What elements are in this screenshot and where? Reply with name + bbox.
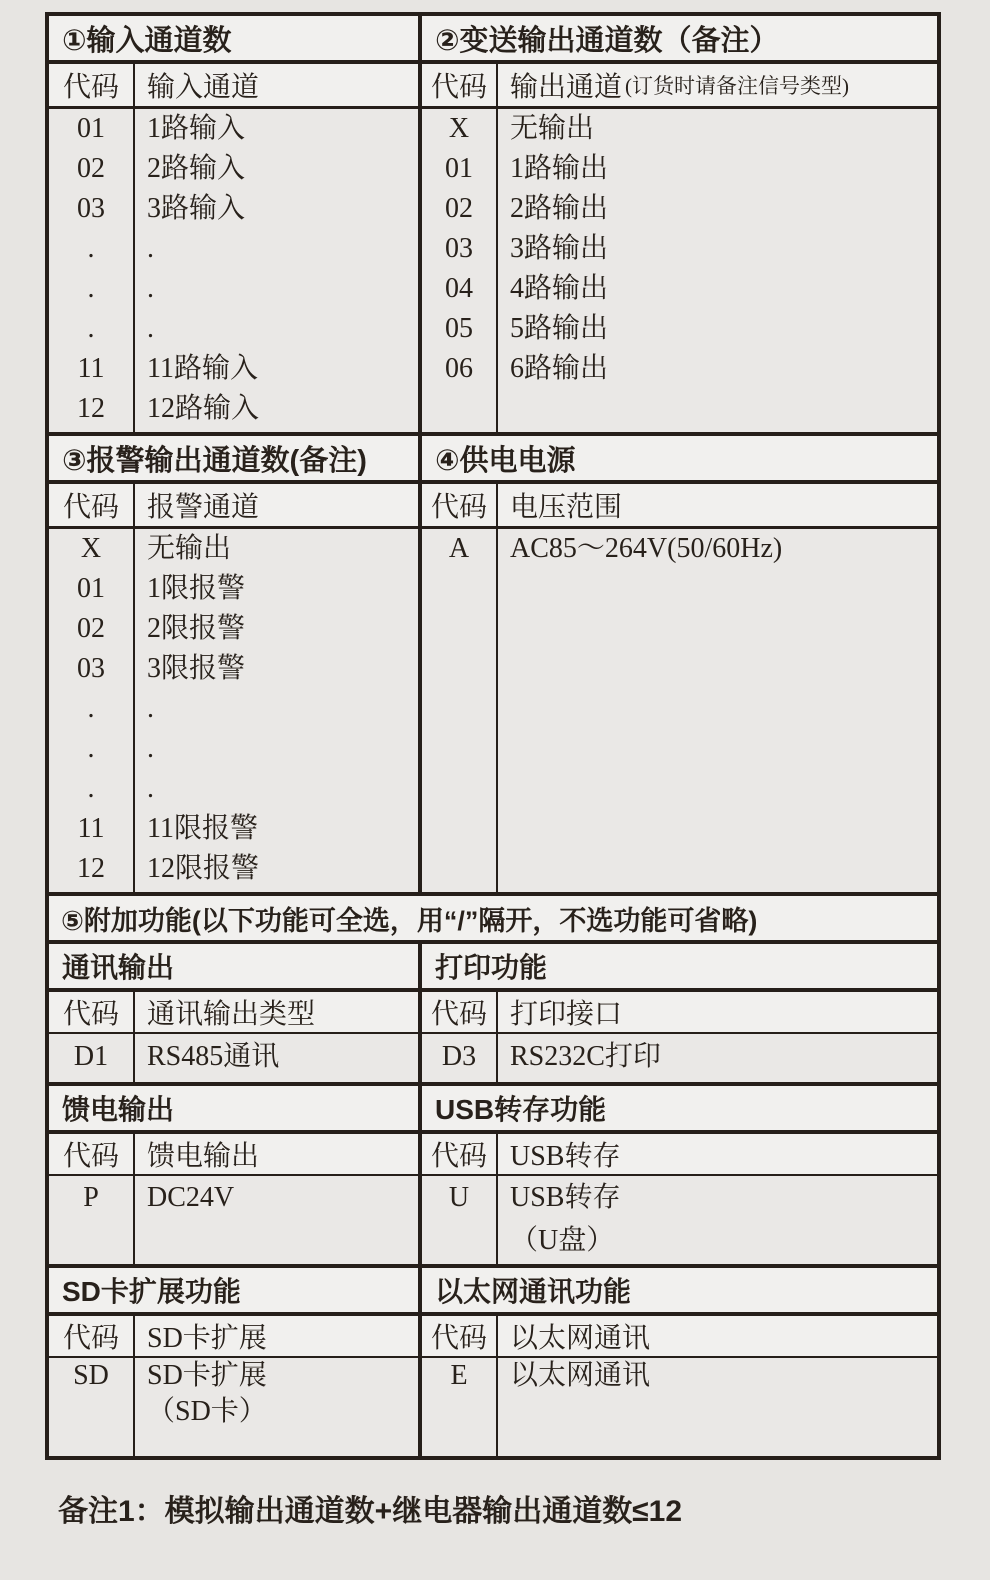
column-header-row [49, 484, 418, 529]
subsection-print-function [422, 944, 937, 1082]
code-cell: 03 [445, 233, 473, 264]
footnote-remark: 备注1：模拟输出通道数+继电器输出通道数≤12 [58, 1495, 683, 1528]
column-header-code: 代码 [422, 64, 498, 106]
section-title-transmit-output: ②变送输出通道数（备注） [422, 16, 937, 64]
column-header-desc-text: 输出通道 [510, 72, 623, 103]
desc-cell: SD卡扩展 [147, 1360, 267, 1391]
code-cell: 02 [77, 613, 105, 644]
ordering-code-table [45, 12, 941, 1460]
code-cell: 03 [77, 193, 105, 224]
column-header-row [422, 1134, 937, 1176]
code-cell: . [87, 773, 95, 804]
desc-cell: . [147, 733, 154, 764]
code-cell: 11 [77, 813, 105, 844]
subsection-comm-output [49, 944, 422, 1082]
column-header-row [422, 484, 937, 529]
section-power-supply [422, 436, 937, 892]
subsection-title-ethernet: 以太网通讯功能 [422, 1268, 937, 1316]
desc-cell: 无输出 [147, 533, 232, 564]
desc-cell: 2路输入 [147, 153, 246, 184]
code-cell: 12 [77, 393, 105, 424]
desc-cell: 1路输出 [510, 153, 609, 184]
column-header-desc: SD卡扩展 [147, 1323, 267, 1354]
section-body [49, 529, 418, 892]
section-title-additional-functions: ⑤附加功能(以下功能可全选，用“/”隔开，不选功能可省略) [49, 896, 937, 944]
section-body [49, 1034, 418, 1082]
desc-cell: 12限报警 [147, 853, 260, 884]
subsection-pair-sd-ethernet [49, 1268, 937, 1456]
code-cell: . [87, 233, 95, 264]
column-header-code: 代码 [49, 1134, 135, 1174]
code-column [422, 109, 498, 432]
desc-cell: . [147, 693, 154, 724]
section-body [422, 1176, 937, 1264]
desc-cell: 3限报警 [147, 653, 246, 684]
section-alarm-output-channels [49, 436, 422, 892]
subsection-title-feed-output: 馈电输出 [49, 1086, 418, 1134]
section-transmit-output-channels [422, 16, 937, 432]
code-cell: 01 [445, 153, 473, 184]
column-header-row [49, 1316, 418, 1358]
column-header-desc: 以太网通讯 [510, 1323, 651, 1354]
code-cell: 11 [77, 353, 105, 384]
column-header-desc: 输入通道 [147, 72, 260, 103]
section-body [422, 529, 937, 892]
code-column [422, 529, 498, 892]
code-cell: 05 [445, 313, 473, 344]
desc-cell: 5路输出 [510, 313, 609, 344]
column-header-code: 代码 [49, 1316, 135, 1356]
desc-column [498, 529, 937, 892]
code-cell: 02 [77, 153, 105, 184]
section-title-power-supply: ④供电电源 [422, 436, 937, 484]
subsection-feed-output [49, 1086, 422, 1264]
code-cell: P [83, 1182, 99, 1213]
code-cell: 01 [77, 573, 105, 604]
desc-cell: 以太网通讯 [510, 1360, 651, 1391]
section-pair-alarm-power [49, 436, 937, 896]
subsection-ethernet [422, 1268, 937, 1456]
section-title-input-channels: ①输入通道数 [49, 16, 418, 64]
column-header-row [49, 992, 418, 1034]
code-cell: 04 [445, 273, 473, 304]
desc-cell: RS232C打印 [510, 1041, 661, 1072]
code-cell: X [448, 113, 470, 144]
subsection-title-usb-transfer: USB转存功能 [422, 1086, 937, 1134]
subsection-sd-card [49, 1268, 422, 1456]
desc-cell-line2: （U盘） [510, 1225, 615, 1256]
desc-column [498, 1176, 937, 1264]
subsection-pair-comm-print [49, 944, 937, 1086]
desc-column [135, 1358, 418, 1456]
code-cell: A [448, 533, 470, 564]
desc-column [135, 109, 418, 432]
code-cell: SD [73, 1360, 109, 1391]
column-header-desc: USB转存 [510, 1141, 621, 1172]
desc-cell: . [147, 233, 154, 264]
section-body [49, 1358, 418, 1456]
column-header-note: (订货时请备注信号类型) [625, 74, 850, 98]
desc-cell: 2路输出 [510, 193, 609, 224]
desc-cell: RS485通讯 [147, 1041, 280, 1072]
column-header-row [49, 1134, 418, 1176]
column-header-code: 代码 [422, 1134, 498, 1174]
code-cell: 06 [445, 353, 473, 384]
desc-cell: DC24V [147, 1182, 235, 1213]
code-cell: 03 [77, 653, 105, 684]
column-header-code: 代码 [49, 64, 135, 106]
code-cell: D1 [73, 1041, 109, 1072]
column-header-row [422, 1316, 937, 1358]
desc-cell: AC85～264V(50/60Hz) [510, 533, 783, 564]
desc-column [498, 1358, 937, 1456]
desc-cell: 3路输出 [510, 233, 609, 264]
code-cell: . [87, 733, 95, 764]
column-header-code: 代码 [49, 484, 135, 526]
desc-cell: 6路输出 [510, 353, 609, 384]
desc-cell-line2: （SD卡） [147, 1396, 267, 1427]
column-header-desc: 打印接口 [510, 999, 623, 1030]
code-column [422, 1034, 498, 1082]
column-header-desc: 通讯输出类型 [147, 999, 316, 1030]
code-column [49, 1176, 135, 1264]
section-body [422, 1358, 937, 1456]
desc-cell: USB转存 [510, 1182, 621, 1213]
desc-column [135, 1034, 418, 1082]
desc-cell: 12路输入 [147, 393, 260, 424]
column-header-row [422, 992, 937, 1034]
column-header-desc: 报警通道 [147, 492, 260, 523]
code-cell: 12 [77, 853, 105, 884]
code-cell: D3 [441, 1041, 477, 1072]
desc-cell: 11限报警 [147, 813, 258, 844]
desc-column [135, 529, 418, 892]
code-column [49, 1034, 135, 1082]
desc-column [498, 109, 937, 432]
section-body [49, 109, 418, 432]
desc-cell: 2限报警 [147, 613, 246, 644]
code-column [422, 1176, 498, 1264]
column-header-row [422, 64, 937, 109]
subsection-title-comm-output: 通讯输出 [49, 944, 418, 992]
section-input-channels [49, 16, 422, 432]
desc-cell: . [147, 313, 154, 344]
column-header-desc [498, 64, 937, 106]
desc-cell: 1路输入 [147, 113, 246, 144]
section-body [422, 109, 937, 432]
code-cell: . [87, 693, 95, 724]
code-column [49, 1358, 135, 1456]
code-cell: 02 [445, 193, 473, 224]
subsection-usb-transfer [422, 1086, 937, 1264]
subsection-title-print-function: 打印功能 [422, 944, 937, 992]
section-body [422, 1034, 937, 1082]
desc-cell: 4路输出 [510, 273, 609, 304]
code-cell: . [87, 273, 95, 304]
column-header-code: 代码 [422, 992, 498, 1032]
section-body [49, 1176, 418, 1264]
code-cell: U [448, 1182, 470, 1213]
code-cell: . [87, 313, 95, 344]
desc-cell: 1限报警 [147, 573, 246, 604]
column-header-desc: 馈电输出 [147, 1141, 260, 1172]
section-pair-input-transmit [49, 16, 937, 436]
column-header-code: 代码 [422, 484, 498, 526]
column-header-code: 代码 [49, 992, 135, 1032]
column-header-code: 代码 [422, 1316, 498, 1356]
column-header-desc: 电压范围 [510, 492, 623, 523]
desc-cell: . [147, 273, 154, 304]
desc-cell: 3路输入 [147, 193, 246, 224]
desc-column [498, 1034, 937, 1082]
code-column [49, 109, 135, 432]
code-cell: 01 [77, 113, 105, 144]
subsection-pair-feed-usb [49, 1086, 937, 1268]
desc-cell: 11路输入 [147, 353, 258, 384]
desc-column [135, 1176, 418, 1264]
code-column [49, 529, 135, 892]
desc-cell: . [147, 773, 154, 804]
column-header-row [49, 64, 418, 109]
section-title-alarm-output: ③报警输出通道数(备注) [49, 436, 418, 484]
desc-cell: 无输出 [510, 113, 595, 144]
subsection-title-sd-card: SD卡扩展功能 [49, 1268, 418, 1316]
code-cell: E [450, 1360, 468, 1391]
code-column [422, 1358, 498, 1456]
code-cell: X [80, 533, 102, 564]
